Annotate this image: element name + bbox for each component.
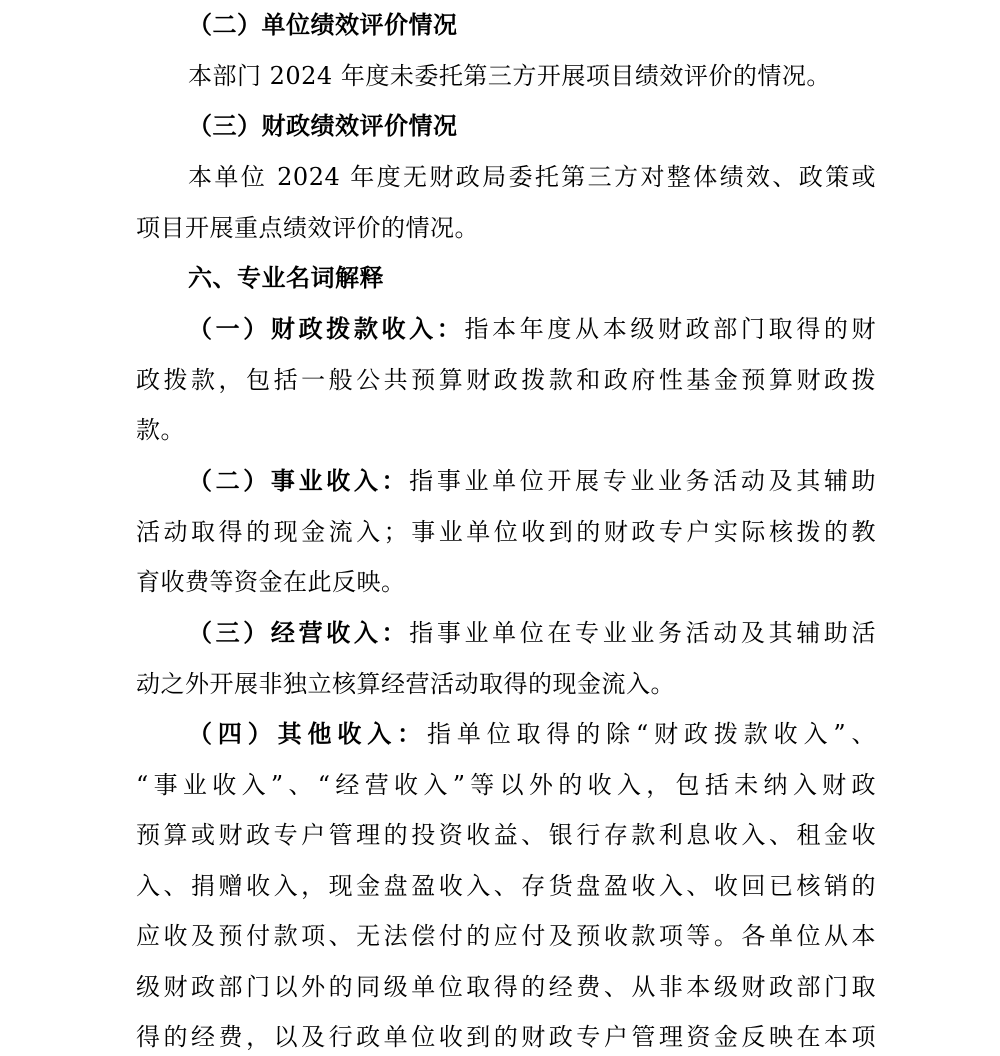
paragraph-line <box>136 514 876 550</box>
term-definition: 指本年度从本级财政部门取得的财 <box>464 315 877 343</box>
heading-text: （二）单位绩效评价情况 <box>188 10 458 39</box>
line-text: 级财政部门以外的同级单位取得的经费、从非本级财政部门取 <box>136 973 876 1001</box>
paragraph-line <box>136 817 876 853</box>
term-business-income <box>188 463 876 499</box>
paragraph-line <box>188 58 876 94</box>
paragraph-line <box>136 969 876 1005</box>
term-label: （二）事业收入： <box>188 466 410 495</box>
paragraph-line <box>136 767 876 803</box>
paragraph-line <box>136 666 876 702</box>
term-label: （三）经营收入： <box>188 618 410 647</box>
paragraph-line <box>188 159 876 195</box>
line-text: 育收费等资金在此反映。 <box>136 568 406 596</box>
subsection-heading-fiscal-evaluation <box>188 108 876 144</box>
term-fiscal-appropriation <box>188 311 876 347</box>
line-text: 项目开展重点绩效评价的情况。 <box>136 214 479 242</box>
line-text: 本部门 2024 年度未委托第三方开展项目绩效评价的情况。 <box>188 62 831 90</box>
paragraph-line <box>136 210 876 246</box>
section-heading-glossary <box>188 260 876 296</box>
line-text: 入、捐赠收入，现金盘盈收入、存货盘盈收入、收回已核销的 <box>136 872 876 900</box>
term-label: （四）其他收入： <box>188 719 427 748</box>
heading-text: 六、专业名词解释 <box>188 263 384 292</box>
line-text: 应收及预付款项、无法偿付的应付及预收款项等。各单位从本 <box>136 922 876 950</box>
term-definition: 指单位取得的除“财政拨款收入”、 <box>426 720 877 748</box>
term-operating-income <box>188 615 876 651</box>
line-text: 政拨款，包括一般公共预算财政拨款和政府性基金预算财政拨 <box>136 366 876 394</box>
paragraph-line <box>136 564 876 600</box>
heading-text: （三）财政绩效评价情况 <box>188 111 458 140</box>
paragraph-line <box>136 868 876 904</box>
term-definition: 指事业单位开展专业业务活动及其辅助 <box>409 467 877 495</box>
term-label: （一）财政拨款收入： <box>188 314 465 343</box>
line-text: “事业收入”、“经营收入”等以外的收入，包括未纳入财政 <box>136 771 876 799</box>
line-text: 动之外开展非独立核算经营活动取得的现金流入。 <box>136 670 675 698</box>
line-text: 本单位 2024 年度无财政局委托第三方对整体绩效、政策或 <box>188 163 876 191</box>
line-text: 款。 <box>136 416 185 444</box>
term-definition: 指事业单位在专业业务活动及其辅助活 <box>409 619 877 647</box>
line-text: 活动取得的现金流入；事业单位收到的财政专户实际核拨的教 <box>136 518 876 546</box>
paragraph-line <box>136 1019 876 1055</box>
paragraph-line <box>136 362 876 398</box>
line-text: 得的经费，以及行政单位收到的财政专户管理资金反映在本项 <box>136 1023 876 1051</box>
subsection-heading-unit-evaluation <box>188 7 876 43</box>
line-text: 预算或财政专户管理的投资收益、银行存款利息收入、租金收 <box>136 821 876 849</box>
paragraph-line <box>136 918 876 954</box>
paragraph-line <box>136 412 876 448</box>
term-other-income <box>188 716 876 752</box>
